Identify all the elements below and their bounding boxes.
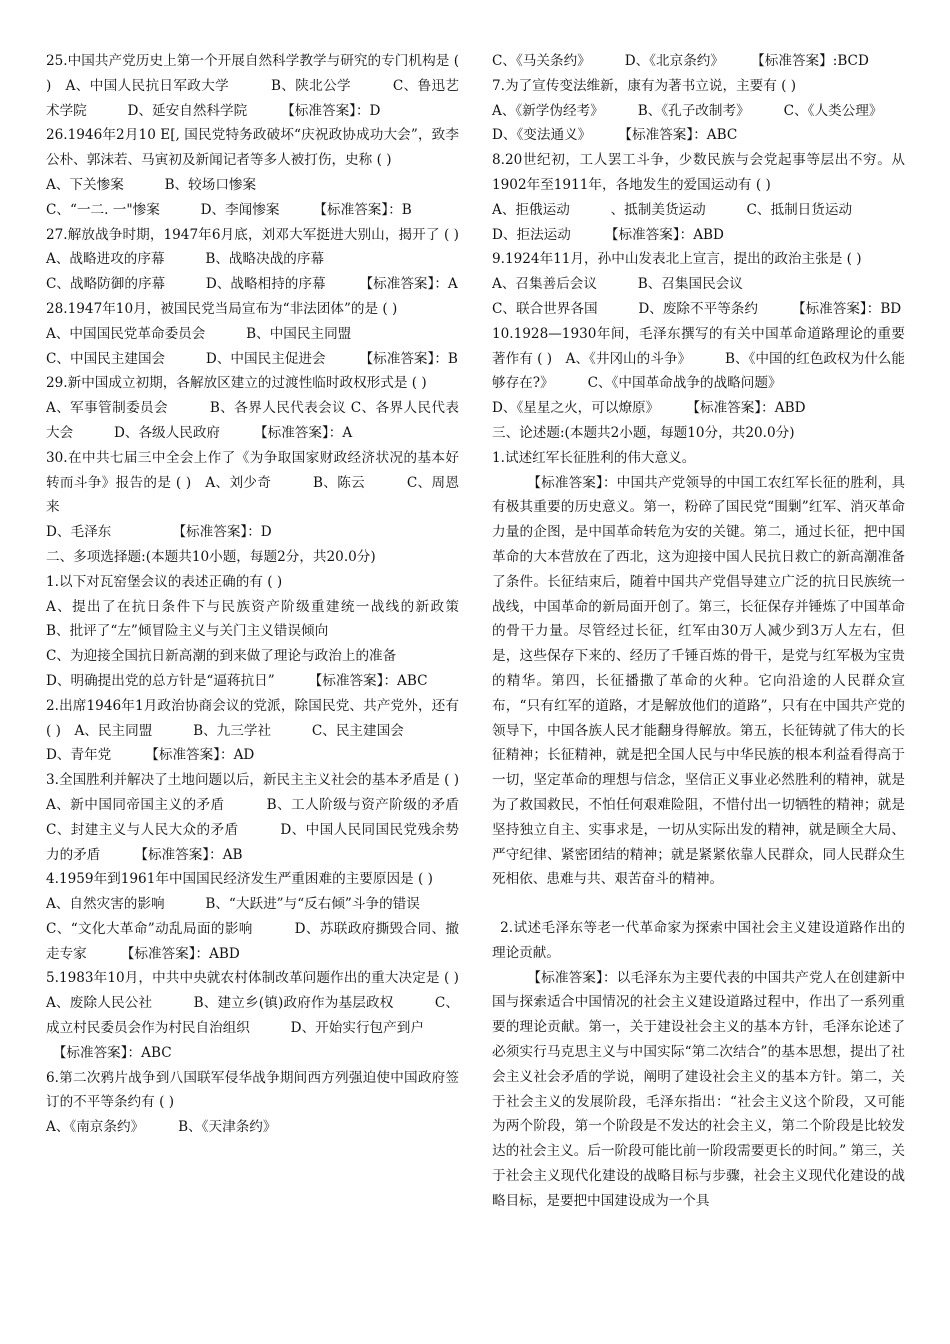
mc-question-10: 10.1928—1930年间，毛泽东撰写的有关中国革命道路理论的重要著作有 ( ) A、《井冈山的斗争》 B、《中国的红色政权为什么能够存在?》 C、《中国革命战争的战略问题》: [492, 325, 905, 392]
mc-question-6-options-cd: C、《马关条约》 D、《北京条约》 【标准答案】:BCD: [492, 53, 869, 69]
mc-question-6-options-ab: A、《南京条约》 B、《天津条约》: [46, 1119, 277, 1136]
section-essay-heading: 三、论述题:(本题共2小题，每题10分，共20.0分): [492, 424, 795, 441]
mc-question-4-options-ab: A、自然灾害的影响 B、“大跃进”与“反右倾”斗争的错误: [46, 896, 420, 913]
mc-question-7-options-abc: A、《新学伪经考》 B、《孔子改制考》 C、《人类公理》: [492, 102, 883, 119]
mc-question-1: 1.以下对瓦窑堡会议的表述正确的有 ( ): [46, 573, 283, 590]
mc-question-9: 9.1924年11月，孙中山发表北上宣言，提出的政治主张是 ( ): [492, 251, 862, 268]
question-26-options-cd: C、“一二. 一"惨案 D、李闻惨案 【标准答案】：B: [46, 201, 412, 218]
mc-question-8: 8.20世纪初，工人罢工斗争，少数民族与会党起事等层出不穷。从1902年至1911年，各地发生的爱国运动有 ( ): [492, 152, 905, 193]
question-26-options-ab: A、下关惨案 B、较场口惨案: [46, 176, 257, 193]
mc-question-1-options-ab: A、提出了在抗日条件下与民族资产阶级重建统一战线的新政策 B、批评了“左”倾冒险主义与关门主义错误倾向: [46, 598, 500, 640]
question-28-options-ab: A、中国国民党革命委员会 B、中国民主同盟: [46, 325, 352, 342]
mc-question-4-options-cd: C、“文化大革命”动乱局面的影响 D、苏联政府撕毁合同、撤走专家 【标准答案】：ABD: [46, 920, 459, 962]
essay-question-2: 2.试述毛泽东等老一代革命家为探索中国社会主义建设道路作出的理论贡献。: [492, 920, 905, 961]
mc-question-10-option-d: D、《星星之火，可以燎原》 【标准答案】：ABD: [492, 400, 806, 417]
mc-question-9-options-cd: C、联合世界各国 D、废除不平等条约 【标准答案】：BD: [492, 300, 902, 317]
question-30-option-d: D、毛泽东 【标准答案】：D: [46, 524, 272, 541]
question-29: 29.新中国成立初期，各解放区建立的过渡性临时政权形式是 ( ): [46, 375, 427, 392]
mc-question-8-option-d: D、拒法运动 【标准答案】：ABD: [492, 226, 724, 243]
question-26: 26.1946年2月10 E[, 国民党特务政破坏“庆祝政协成功大会”，致李公朴、郭沫若、马寅初及新闻记者等多人被打伤，史称 ( ): [46, 127, 459, 169]
spacer: [492, 892, 905, 916]
question-28: 28.1947年10月，被国民党当局宣布为“非法团体”的是 ( ): [46, 300, 398, 317]
mc-question-7: 7.为了宣传变法维新，康有为著书立说，主要有 ( ): [492, 77, 797, 94]
mc-question-1-option-d: D、明确提出党的总方针是“逼蒋抗日” 【标准答案】：ABC: [46, 672, 428, 689]
mc-question-8-options-abc: A、拒俄运动 、抵制美货运动 C、抵制日货运动: [492, 201, 853, 218]
left-column: [46, 49, 500, 1140]
essay-answer-1: 【标准答案】：中国共产党领导的中国工农红军长征的胜利，具有极其重要的历史意义。第一，粉碎了国民党“围剿”红军、消灭革命力量的企图，是中国革命转危为安的关键。第二，通过长征，把中国革命的大本营放在了西北，这为迎接中国人民抗日救亡的新高潮准备了条件。长征结束后，随着中国共产党倡导建立广泛的抗日民族统一战线，中国革命的新局面开创了。第三，长征保存并锤炼了中国革命的骨干力量。尽管经过长征，红军由30万人减少到3万人左右，但是，这些保存下来的、经历了千锤百炼的骨干，是党与红军极为宝贵的精华。第四，长征播撒了革命的火种。它向沿途的人民群众宣布，“只有红军的道路，才是解放他们的道路”，只有在中国共产党的领导下，中国各族人民才能翻身得解放。第五，长征铸就了伟大的长征精神；长征精神，就是把全国人民与中华民族的根本利益看得高于一切，坚定革命的理想与信念，坚信正义事业必然胜利的精神，就是为了救国救民，不怕任何艰难险阻，不惜付出一切牺牲的精神；就是坚持独立自主、实事求是，一切从实际出发的精神，就是顾全大局、严守纪律、紧密团结的精神；就是紧紧依靠人民群众，同人民群众生死相依、患难与共、艰苦奋斗的精神。: [492, 474, 905, 888]
question-27: 27.解放战争时期，1947年6月底，刘邓大军挺进大别山，揭开了 ( ) A、战略进攻的序幕 B、战略决战的序幕: [46, 226, 473, 268]
essay-answer-2: 【标准答案】：以毛泽东为主要代表的中国共产党人在创建新中国与探索适合中国情况的社会主义建设道路过程中，作出了一系列重要的理论贡献。第一，关于建设社会主义的基本方针，毛泽东论述了必须实行马克思主义与中国实际“第二次结合”的基本思想，提出了社会主义社会矛盾的学说，阐明了建设社会主义的基本方针。第二，关于社会主义的发展阶段，毛泽东指出：“社会主义这个阶段，又可能为两个阶段，第一个阶段是不发达的社会主义，第二个阶段是比较发达的社会主义。后一阶段可能比前一阶段需要更长的时间。” 第三，关于社会主义现代化建设的战略目标与步骤，社会主义现代化建设的战略目标，是要把中国建设成为一个具: [492, 969, 905, 1209]
mc-question-2-option-d: D、青年党 【标准答案】：AD: [46, 747, 255, 764]
mc-question-3: 3.全国胜利并解决了土地问题以后，新民主主义社会的基本矛盾是 ( ) A、新中国同帝国主义的矛盾 B、工人阶级与资产阶级的矛盾 C、封建主义与人民大众的矛盾 D、中国人民同国民党残余势力的矛盾 【标准答案】：AB: [46, 772, 500, 863]
section-multiple-choice-heading: 二、多项选择题:(本题共10小题，每题2分，共20.0分): [46, 548, 376, 565]
right-column: [492, 49, 905, 1214]
mc-question-9-options-ab: A、召集善后会议 B、召集国民会议: [492, 276, 743, 293]
mc-question-5-answer: 【标准答案】：ABC: [46, 1044, 172, 1061]
question-30: 30.在中共七届三中全会上作了《为争取国家财政经济状况的基本好转而斗争》报告的是 ( ) A、刘少奇 B、陈云 C、周恩来: [46, 449, 459, 516]
mc-question-5: 5.1983年10月，中共中央就农村体制改革问题作出的重大决定是 ( ) A、废除人民公社 B、建立乡(镇)政府作为基层政权 C、成立村民委员会作为村民自治组织 D、开始实行包产到户: [46, 970, 473, 1037]
essay-question-1: 1.试述红军长征胜利的伟大意义。: [492, 449, 696, 466]
question-28-options-cd: C、中国民主建国会 D、中国民主促进会 【标准答案】：B: [46, 350, 458, 367]
mc-question-6: 6.第二次鸦片战争到八国联军侵华战争期间西方列强迫使中国政府签订的不平等条约有 ( ): [46, 1069, 459, 1111]
mc-question-4: 4.1959年到1961年中国国民经济发生严重困难的主要原因是 ( ): [46, 871, 433, 888]
question-29-options: A、军事管制委员会 B、各界人民代表会议 C、各界人民代表大会 D、各级人民政府 【标准答案】：A: [46, 400, 459, 441]
question-25: 25.中国共产党历史上第一个开展自然科学教学与研究的专门机构是 ( ) A、中国人民抗日军政大学 B、陕北公学 C、鲁迅艺术学院 D、延安自然科学院 【标准答案】：D: [46, 53, 459, 119]
mc-question-1-option-c: C、为迎接全国抗日新高潮的到来做了理论与政治上的准备: [46, 648, 397, 665]
mc-question-2: 2.出席1946年1月政治协商会议的党派，除国民党、共产党外，还有 ( ) A、民主同盟 B、九三学社 C、民主建国会: [46, 697, 459, 739]
mc-question-7-option-d: D、《变法通义》 【标准答案】：ABC: [492, 127, 738, 144]
question-27-options-cd: C、战略防御的序幕 D、战略相持的序幕 【标准答案】：A: [46, 276, 458, 293]
